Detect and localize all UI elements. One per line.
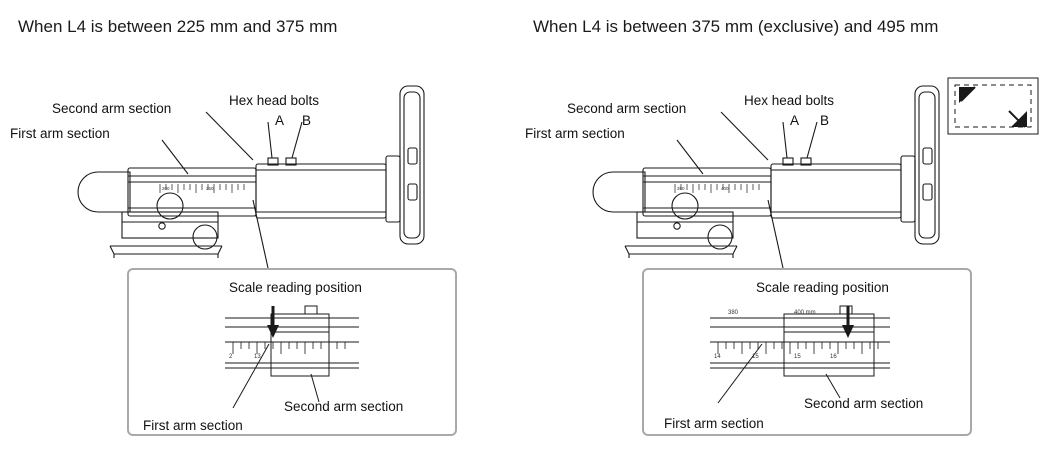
scale-tick-right-5: 15: [794, 354, 801, 360]
panel-left-heading: When L4 is between 225 mm and 375 mm: [18, 17, 338, 36]
svg-text:200: 200: [162, 186, 170, 191]
scale-tick-right-3: 14: [714, 354, 721, 360]
detail-box-right: [642, 268, 972, 436]
label-hex-head-bolts-right: Hex head bolts: [744, 93, 835, 108]
panel-right-heading: When L4 is between 375 mm (exclusive) and 495 mm: [533, 17, 939, 36]
label-bolt-a-right: A: [790, 113, 800, 128]
detail-label-first-arm-right: First arm section: [664, 416, 764, 431]
label-second-arm-section-right: Second arm section: [567, 101, 687, 116]
scale-tick-right-4: 15: [752, 354, 759, 360]
label-first-arm-section-left: First arm section: [10, 126, 110, 141]
detail-label-second-arm-right: Second arm section: [804, 396, 924, 411]
scale-tick-right-1: 380: [728, 310, 739, 316]
label-second-arm-section-left: Second arm section: [52, 101, 172, 116]
label-bolt-b-left: B: [302, 113, 312, 128]
detail-label-first-arm-left: First arm section: [143, 418, 243, 433]
panel-right: [525, 0, 1025, 449]
resize-icon: [945, 75, 1041, 137]
scale-tick-left-2: 13: [254, 354, 261, 360]
label-bolt-a-left: A: [275, 113, 285, 128]
scale-tick-left-1: 2: [229, 354, 233, 360]
detail-title-right: Scale reading position: [756, 280, 889, 295]
svg-text:350: 350: [677, 186, 685, 191]
detail-title-left: Scale reading position: [229, 280, 362, 295]
label-hex-head-bolts-left: Hex head bolts: [229, 93, 320, 108]
label-first-arm-section-right: First arm section: [525, 126, 625, 141]
detail-label-second-arm-left: Second arm section: [284, 399, 404, 414]
label-bolt-b-right: B: [820, 113, 830, 128]
panel-left: [10, 0, 510, 449]
svg-text:250: 250: [206, 186, 214, 191]
scale-tick-right-6: 16: [830, 354, 837, 360]
detail-box-left: [127, 268, 457, 436]
svg-text:400: 400: [721, 186, 729, 191]
scale-tick-right-2: 400 mm: [794, 310, 816, 316]
